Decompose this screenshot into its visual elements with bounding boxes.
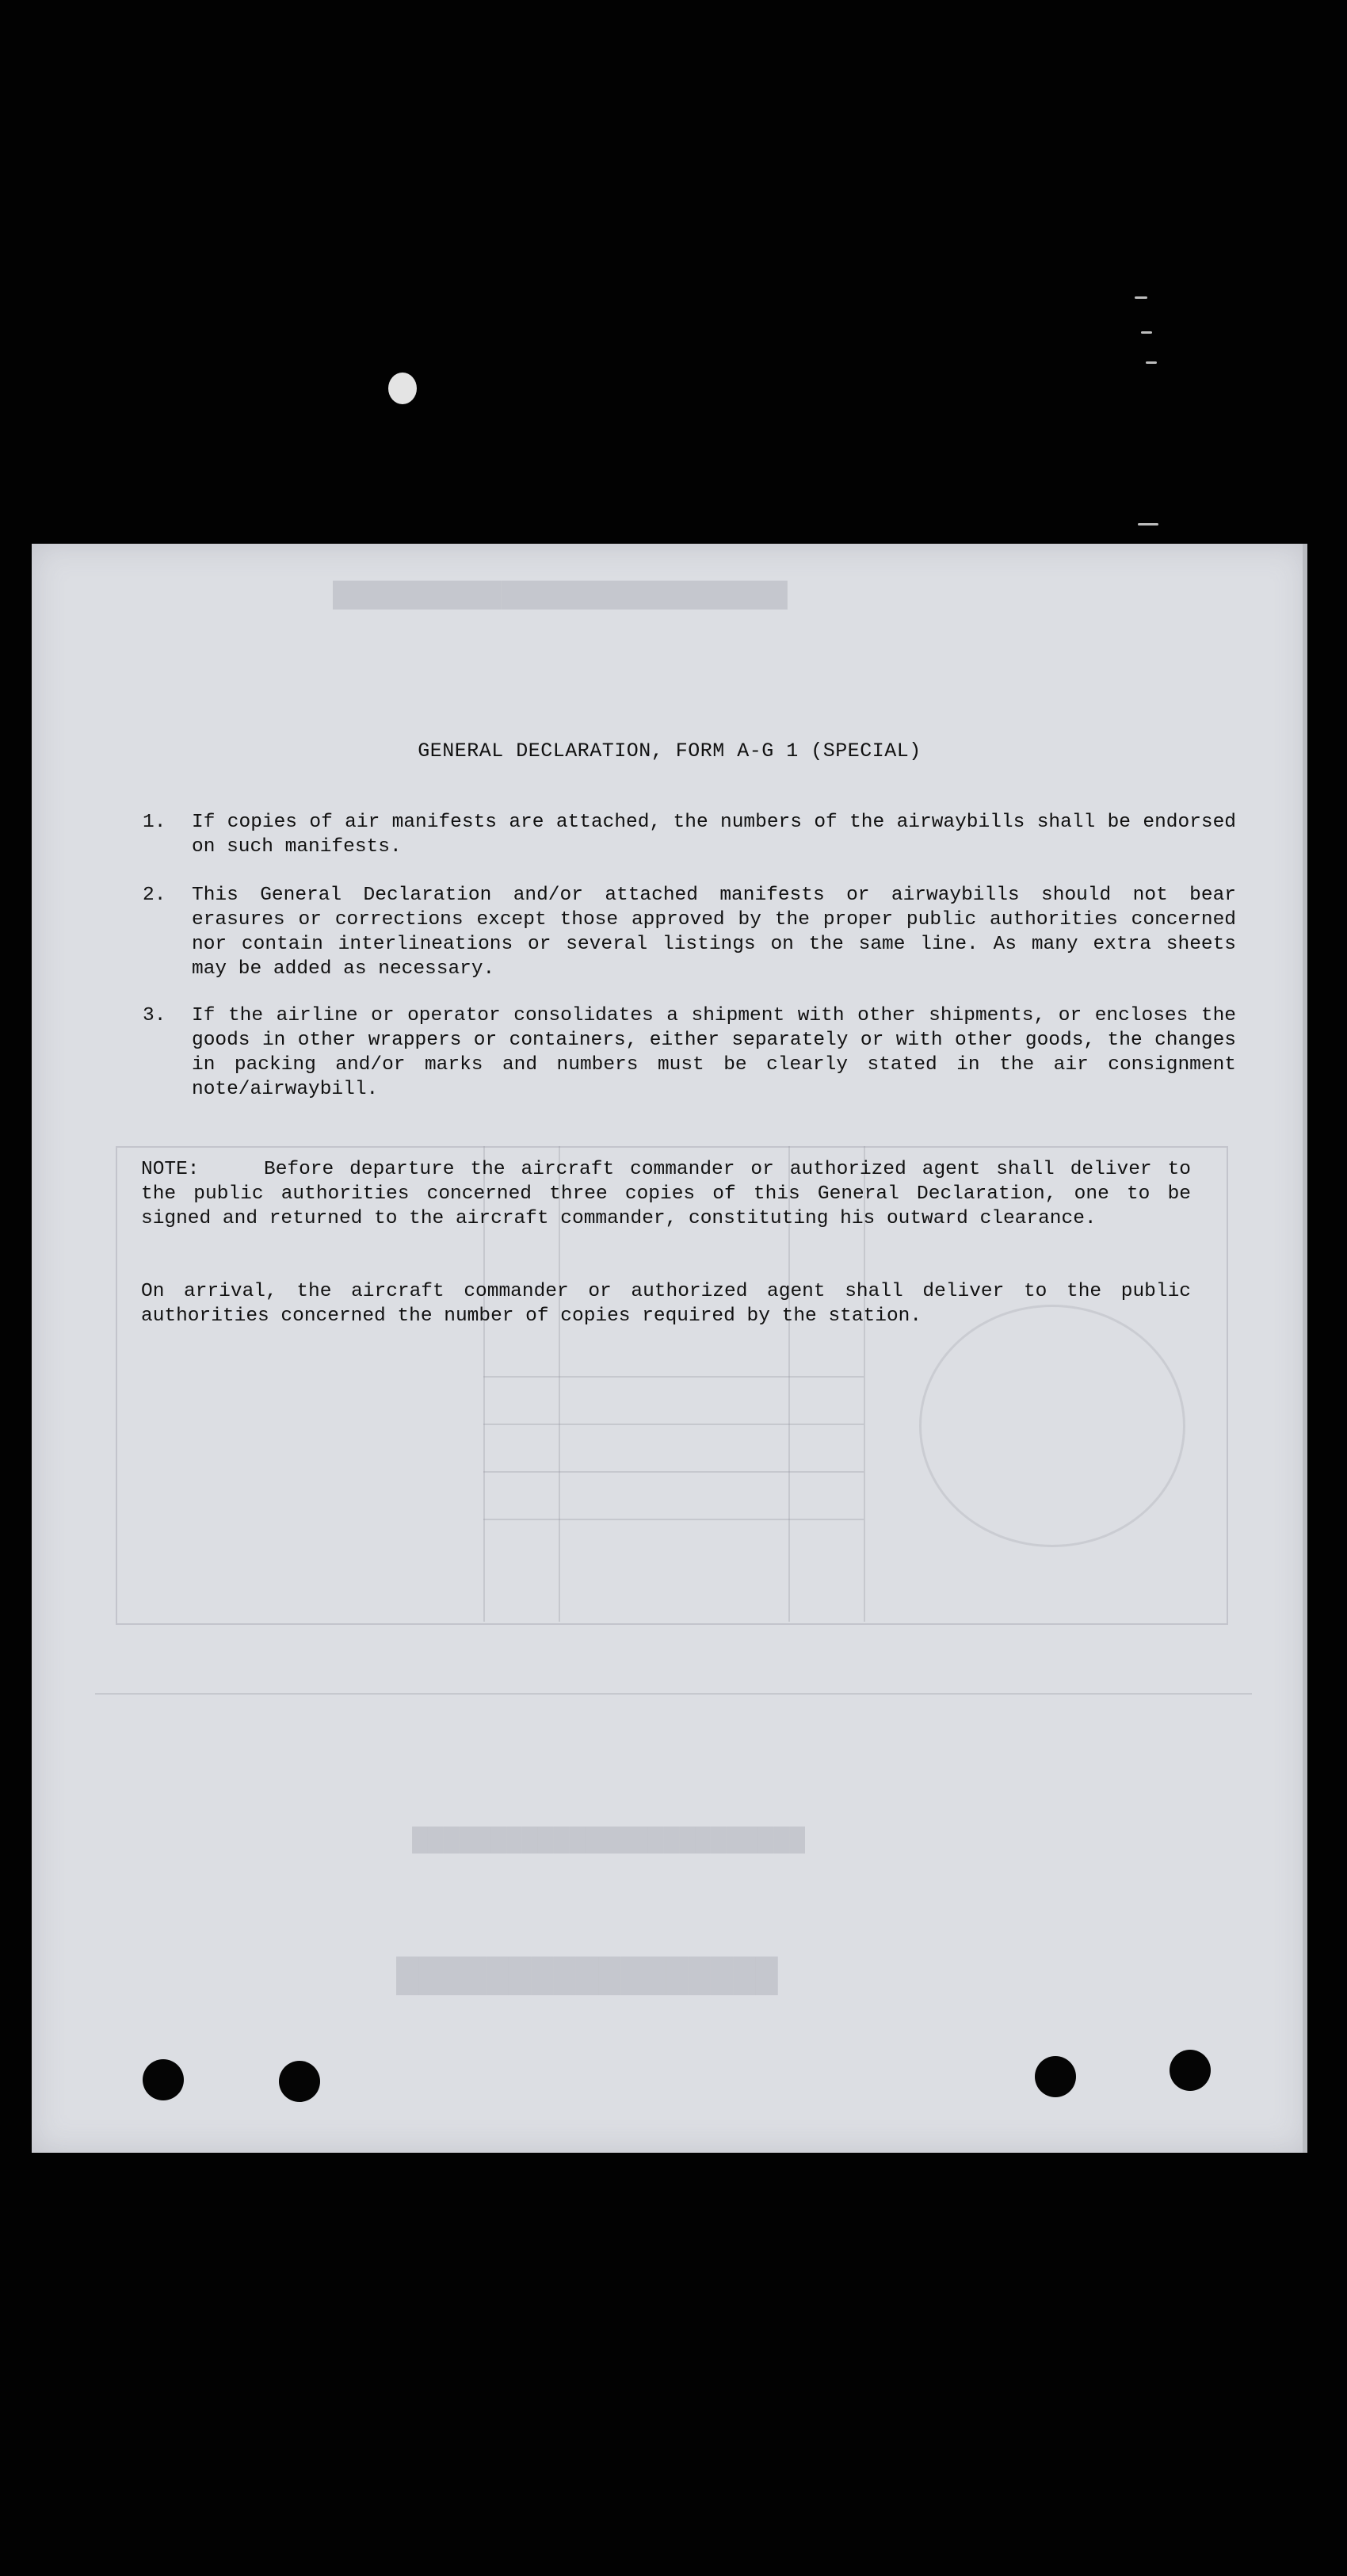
show-through-text: █████████████████████████ <box>412 1828 805 1852</box>
item-number: 3. <box>143 1005 166 1026</box>
instruction-item-3 <box>143 1003 1236 1102</box>
edge-mark <box>1146 361 1157 364</box>
show-through-stamp <box>919 1305 1185 1547</box>
show-through-rule <box>483 1376 864 1378</box>
punch-hole <box>1035 2056 1076 2097</box>
note-text: Before departure the aircraft commander or authorized agent shall deliver to the public authorities concerned three copies of this General Declaration, one to be signed and returned to the aircraft commander, constituting his outward clearance. <box>141 1159 1191 1229</box>
item-text: If copies of air manifests are attached, the numbers of the airwaybills shall be endorsed on such manifests. <box>192 812 1236 858</box>
show-through-text: █████████████████ <box>396 1957 778 1993</box>
item-number: 2. <box>143 885 166 906</box>
show-through-rule <box>483 1424 864 1425</box>
document-sheet <box>32 544 1307 2153</box>
show-through-text: ███████████████████████████ <box>333 582 788 608</box>
note-label: NOTE: <box>141 1159 200 1180</box>
sheet-edge <box>1303 544 1307 2153</box>
departure-note <box>141 1157 1191 1231</box>
instruction-item-2 <box>143 883 1236 981</box>
show-through-rule <box>483 1471 864 1473</box>
item-text: This General Declaration and/or attached manifests or airwaybills should not bear erasures or corrections except those approved by the proper public authorities concerned nor contain interlineations or several listings on the same line. As many extra sheets may be added as necessary. <box>192 885 1236 980</box>
show-through-rule <box>95 1693 1252 1695</box>
item-number: 1. <box>143 812 166 833</box>
punch-hole <box>279 2061 320 2102</box>
show-through-rule <box>483 1519 864 1520</box>
dust-speck <box>388 373 417 404</box>
form-title: GENERAL DECLARATION, FORM A-G 1 (SPECIAL) <box>418 740 922 762</box>
instruction-item-1 <box>143 810 1236 859</box>
edge-mark <box>1135 296 1147 299</box>
punch-hole <box>143 2059 184 2100</box>
punch-hole <box>1170 2050 1211 2091</box>
arrival-note <box>141 1279 1191 1328</box>
item-text: If the airline or operator consolidates a shipment with other shipments, or encloses the goods in other wrappers or containers, either separately or with other goods, the changes in packing and/or marks and numbers must be clearly stated in the air consignment note/airwaybill. <box>192 1005 1236 1100</box>
edge-mark <box>1141 331 1152 334</box>
arrival-text: On arrival, the aircraft commander or authorized agent shall deliver to the public authorities concerned the number of copies required by the station. <box>141 1281 1191 1327</box>
edge-mark <box>1138 523 1158 526</box>
